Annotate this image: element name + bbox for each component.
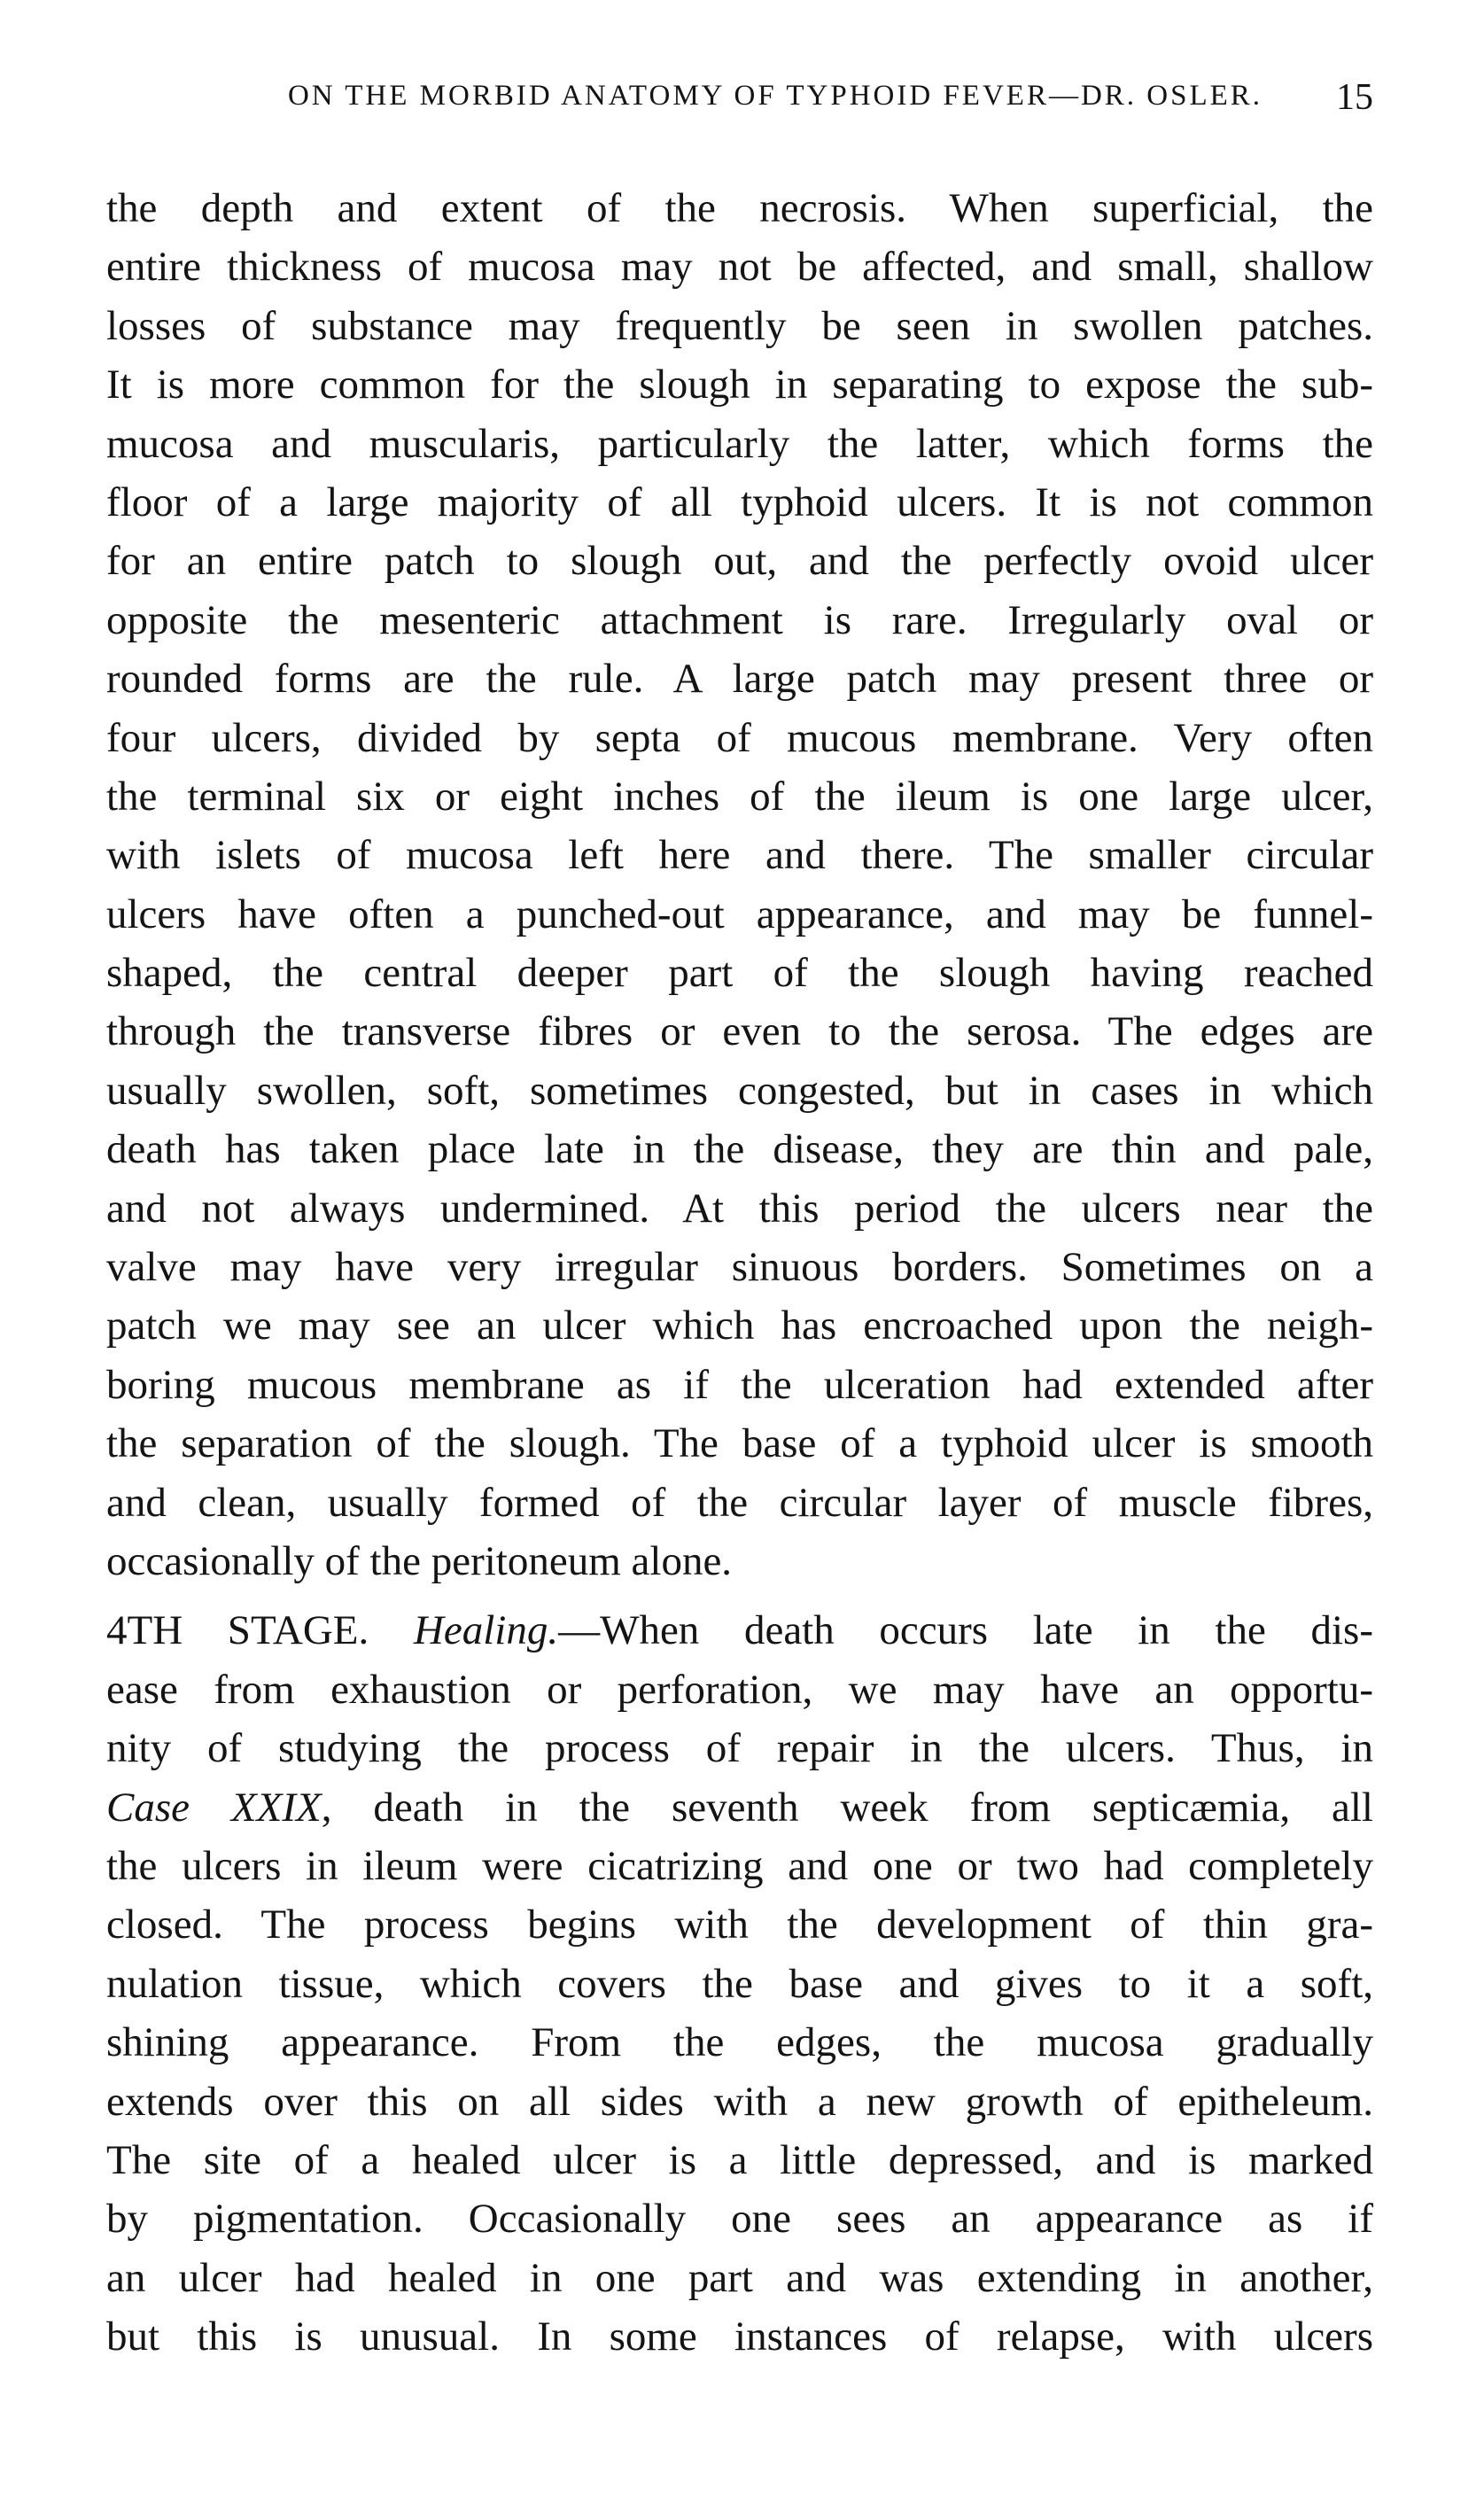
text-line: with islets of mucosa left here and there. The smaller circular: [106, 832, 1373, 879]
text-line: the ulcers in ileum were cicatrizing and one or two had completely: [106, 1842, 1373, 1889]
text-line: but this is unusual. In some instances of relapse, with ulcers: [106, 2313, 1373, 2360]
text-line: losses of substance may frequently be seen in swollen patches.: [106, 302, 1373, 349]
text-line: the separation of the slough. The base of a typhoid ulcer is smooth: [106, 1420, 1373, 1467]
text-line: occasionally of the peritoneum alone.: [106, 1537, 733, 1584]
text-line: shining appearance. From the edges, the mucosa gradually: [106, 2019, 1373, 2066]
book-page: [106, 77, 1373, 2366]
text-line: shaped, the central deeper part of the slough having reached: [106, 950, 1373, 997]
text-line: nulation tissue, which covers the base and gives to it a soft,: [106, 1960, 1373, 2007]
text-line: and clean, usually formed of the circular layer of muscle fibres,: [106, 1479, 1373, 1526]
text-line: boring mucous membrane as if the ulceration had extended after: [106, 1361, 1373, 1408]
text-line: opposite the mesenteric attachment is rare. Irregularly oval or: [106, 596, 1373, 643]
text-line: valve may have very irregular sinuous borders. Sometimes on a: [106, 1244, 1373, 1291]
text-line: the depth and extent of the necrosis. When superficial, the: [106, 185, 1373, 231]
paragraph-healing-stage: [106, 1601, 1373, 2366]
page-number: 15: [1336, 77, 1373, 118]
text-line: nity of studying the process of repair in the ulcers. Thus, in: [106, 1725, 1373, 1772]
text-line: for an entire patch to slough out, and the perfectly ovoid ulcer: [106, 538, 1373, 585]
text-line: death has taken place late in the disease, they are thin and pale,: [106, 1126, 1373, 1173]
text-line: mucosa and muscularis, particularly the latter, which forms the: [106, 420, 1373, 467]
stage-label: 4TH STAGE.: [106, 1607, 369, 1654]
text-line: by pigmentation. Occasionally one sees an appearance as if: [106, 2196, 1373, 2243]
text-line: four ulcers, divided by septa of mucous membrane. Very often: [106, 714, 1373, 761]
text-line: an ulcer had healed in one part and was extending in another,: [106, 2254, 1373, 2301]
text-line: The site of a healed ulcer is a little depressed, and is marked: [106, 2136, 1373, 2183]
case-reference: Case XXIX: [106, 1784, 322, 1831]
text-line: entire thickness of mucosa may not be affected, and small, shallow: [106, 244, 1373, 291]
text-line: the terminal six or eight inches of the ileum is one large ulcer,: [106, 773, 1373, 820]
text-line: [106, 1601, 1373, 1660]
text-line: extends over this on all sides with a new growth of epitheleum.: [106, 2078, 1373, 2125]
text-line: and not always undermined. At this period the ulcers near the: [106, 1185, 1373, 1232]
text-line: closed. The process begins with the development of thin gra-: [106, 1901, 1373, 1948]
text-line: through the transverse fibres or even to the serosa. The edges are: [106, 1008, 1373, 1055]
running-title: ON THE MORBID ANATOMY OF TYPHOID FEVER—DR. OSLER.: [287, 80, 1263, 112]
text-line: rounded forms are the rule. A large patch may present three or: [106, 656, 1373, 703]
text-line: [106, 1778, 1373, 1837]
text-line: patch we may see an ulcer which has encroached upon the neigh-: [106, 1303, 1373, 1349]
body-text: [106, 179, 1373, 2366]
text-line: ulcers have often a punched-out appearance, and may be funnel-: [106, 890, 1373, 937]
text-line: ease from exhaustion or perforation, we may have an opportu-: [106, 1666, 1373, 1713]
paragraph-ulcer-morphology: [106, 179, 1373, 1590]
text-line: It is more common for the slough in separating to expose the sub-: [106, 362, 1373, 408]
running-head: [106, 77, 1373, 133]
stage-title: Healing.: [413, 1607, 559, 1654]
text-segment: , death in the seventh week from septicæmia, all: [321, 1784, 1373, 1831]
text-segment: —When death occurs late in the dis-: [558, 1607, 1373, 1654]
text-line: floor of a large majority of all typhoid ulcers. It is not common: [106, 478, 1373, 525]
text-line: usually swollen, soft, sometimes congested, but in cases in which: [106, 1067, 1373, 1114]
